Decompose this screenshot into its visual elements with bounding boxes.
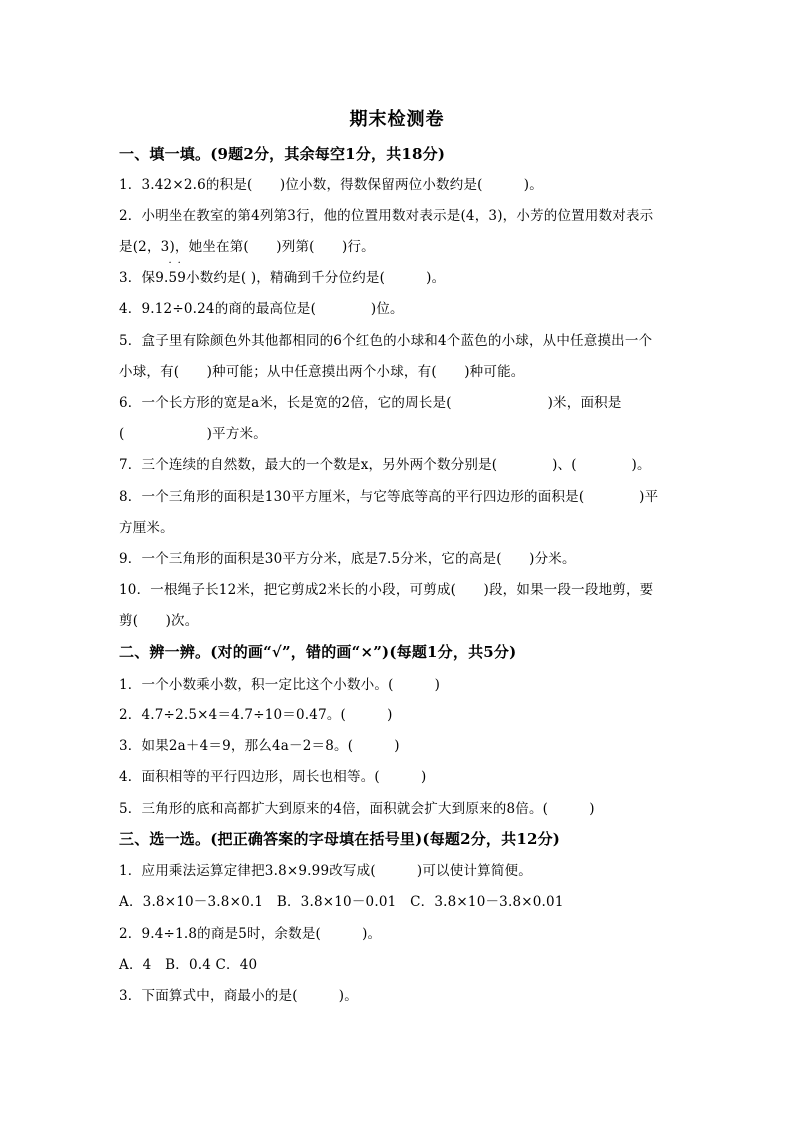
s1-question-5-line2: 小球，有( )种可能；从中任意摸出两个小球，有( )种可能。 bbox=[119, 364, 525, 380]
s2-question-2: 2．4.7÷2.5×4＝4.7÷10＝0.47。( ) bbox=[119, 707, 393, 723]
s2-question-5: 5．三角形的底和高都扩大到原来的4倍，面积就会扩大到原来的8倍。( ) bbox=[119, 801, 595, 817]
s1-question-10-line1: 10．一根绳子长12米，把它剪成2米长的小段，可剪成( )段，如果一段一段地剪，要 bbox=[119, 582, 654, 598]
s1-question-8-line1: 8．一个三角形的面积是130平方厘米，与它等底等高的平行四边形的面积是( )平 bbox=[119, 489, 659, 505]
s1-question-4: 4．9.12÷0.24的商的最高位是( )位。 bbox=[119, 301, 404, 317]
s1-question-5-line1: 5．盒子里有除颜色外其他都相同的6个红色的小球和4个蓝色的小球，从中任意摸出一个 bbox=[119, 333, 653, 349]
s1-question-8-line2: 方厘米。 bbox=[119, 520, 174, 536]
s3-question-2-options: A．4 B．0.4 C．40 bbox=[119, 957, 258, 973]
q3-number-int: 9. bbox=[155, 270, 169, 286]
section3-heading: 三、选一选。(把正确答案的字母填在括号里)(每题2分，共12分) bbox=[119, 830, 561, 848]
section1-heading: 一、填一填。(9题2分，其余每空1分，共18分) bbox=[119, 145, 446, 163]
s1-question-2-line2: 是(2，3)，她坐在第( )列第( )行。 bbox=[119, 239, 375, 255]
s1-question-9: 9．一个三角形的面积是30平方分米，底是7.5分米，它的高是( )分米。 bbox=[119, 551, 576, 567]
s1-question-2-line1: 2．小明坐在教室的第4列第3行，他的位置用数对表示是(4，3)，小芳的位置用数对表示 bbox=[119, 208, 654, 224]
s2-question-3: 3．如果2a＋4＝9，那么4a－2＝8。( ) bbox=[119, 738, 400, 754]
s1-question-7: 7．三个连续的自然数，最大的一个数是x，另外两个数分别是( )、( )。 bbox=[119, 457, 651, 473]
s3-question-2: 2．9.4÷1.8的商是5时，余数是( )。 bbox=[119, 926, 382, 942]
s3-question-1: 1．应用乘法运算定律把3.8×9.99改写成( )可以使计算简便。 bbox=[119, 863, 532, 879]
s2-question-4: 4．面积相等的平行四边形，周长也相等。( ) bbox=[119, 769, 427, 785]
repeat-dots: ·· bbox=[168, 258, 187, 269]
q3-number-dec: 59 bbox=[168, 270, 187, 286]
page-title: 期末检测卷 bbox=[349, 109, 445, 130]
s3-question-1-options: A．3.8×10－3.8×0.1 B．3.8×10－0.01 C．3.8×10－3.8×0.01 bbox=[119, 894, 564, 910]
q3-repeating-digits bbox=[168, 258, 187, 288]
s1-question-6-line1: 6．一个长方形的宽是a米，长是宽的2倍，它的周长是( )米，面积是 bbox=[119, 395, 622, 411]
q3-suffix: 小数约是( )，精确到千分位约是( )。 bbox=[186, 270, 446, 286]
s3-question-3: 3．下面算式中，商最小的是( )。 bbox=[119, 988, 358, 1004]
s1-question-10-line2: 剪( )次。 bbox=[119, 613, 199, 629]
s1-question-1: 1．3.42×2.6的积是( )位小数，得数保留两位小数约是( )。 bbox=[119, 177, 543, 193]
s2-question-1: 1．一个小数乘小数，积一定比这个小数小。( ) bbox=[119, 677, 441, 693]
s1-question-3 bbox=[119, 258, 446, 288]
section2-heading: 二、辨一辨。(对的画“√”，错的画“×”)(每题1分，共5分) bbox=[119, 643, 517, 661]
q3-prefix: 3．保 bbox=[119, 270, 156, 286]
s1-question-6-line2: ( )平方米。 bbox=[119, 426, 267, 442]
